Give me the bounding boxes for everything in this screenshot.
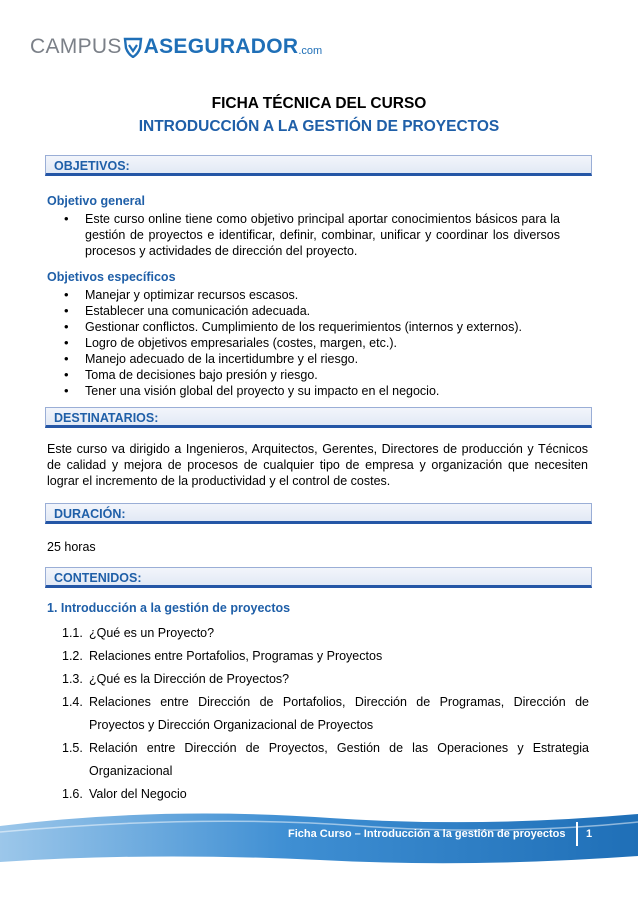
section-heading: DESTINATARIOS: <box>54 411 159 425</box>
list-item: • Tener una visión global del proyecto y su impacto en el negocio. <box>60 383 560 399</box>
list-item: • Manejo adecuado de la incertidumbre y el riesgo. <box>60 351 560 367</box>
toc-number: 1.5. <box>62 741 83 755</box>
section-heading: CONTENIDOS: <box>54 571 142 585</box>
page-number: 1 <box>586 828 593 840</box>
logo-asegurador-text: ASEGURADOR <box>143 35 299 58</box>
shield-icon <box>123 36 143 58</box>
duracion-text: 25 horas <box>47 540 96 554</box>
logo-com-text: .com <box>298 45 323 57</box>
section-header-contenidos <box>45 567 592 588</box>
section-heading: DURACIÓN: <box>54 507 126 521</box>
list-item: • Gestionar conflictos. Cumplimiento de los requerimientos (internos y externos). <box>60 319 560 335</box>
toc-number: 1.4. <box>62 695 83 709</box>
destinatarios-text: Este curso va dirigido a Ingenieros, Arquitectos, Gerentes, Directores de producción y Técnicos de calidad y mejora de procesos de cualquier tipo de empresa y organización que necesiten lograr el incremento de la productividad y el control de costes. <box>47 442 588 488</box>
objetivos-especificos-list <box>60 287 560 399</box>
list-item: • Este curso online tiene como objetivo principal aportar conocimientos básicos para la gestión de proyectos e identificar, definir, combinar, unificar y coordinar los diversos procesos y actividades de dirección del proyecto. <box>60 211 560 259</box>
objetivos-especificos-label: Objetivos específicos <box>47 270 176 284</box>
module-title: 1. Introducción a la gestión de proyectos <box>47 601 291 615</box>
footer-text: Ficha Curso – Introducción a la gestión de proyectos <box>288 828 566 840</box>
list-item: • Manejar y optimizar recursos escasos. <box>60 287 560 303</box>
toc-text: ¿Qué es un Proyecto? <box>89 626 215 640</box>
logo-campus-text: CAMPUS <box>30 35 122 58</box>
campus-asegurador-logo <box>30 30 322 64</box>
section-header-duracion <box>45 503 592 524</box>
document-title: FICHA TÉCNICA DEL CURSO <box>211 95 427 112</box>
list-item: • Toma de decisiones bajo presión y riesgo. <box>60 367 560 383</box>
toc-text: Relaciones entre Dirección de Portafolios, Dirección de Programas, Dirección de Proyectos y Dirección Organizacional de Proyectos <box>89 695 589 732</box>
list-item: • Logro de objetivos empresariales (costes, margen, etc.). <box>60 335 560 351</box>
toc-number: 1.1. <box>62 626 83 640</box>
section-heading: OBJETIVOS: <box>54 159 130 173</box>
footer-divider <box>576 822 578 846</box>
toc-number: 1.3. <box>62 672 83 686</box>
toc-number: 1.2. <box>62 649 83 663</box>
toc-text: Valor del Negocio <box>89 787 187 801</box>
toc-number: 1.6. <box>62 787 83 801</box>
toc-text: Relación entre Dirección de Proyectos, Gestión de las Operaciones y Estrategia Organizacional <box>89 741 589 778</box>
toc-text: Relaciones entre Portafolios, Programas y Proyectos <box>89 649 383 663</box>
list-item: • Establecer una comunicación adecuada. <box>60 303 560 319</box>
course-title: INTRODUCCIÓN A LA GESTIÓN DE PROYECTOS <box>138 118 500 135</box>
section-header-objetivos <box>45 155 592 176</box>
objetivo-general-list <box>60 211 560 259</box>
objetivo-general-label: Objetivo general <box>47 194 145 208</box>
toc-text: ¿Qué es la Dirección de Proyectos? <box>89 672 290 686</box>
section-header-destinatarios <box>45 407 592 428</box>
